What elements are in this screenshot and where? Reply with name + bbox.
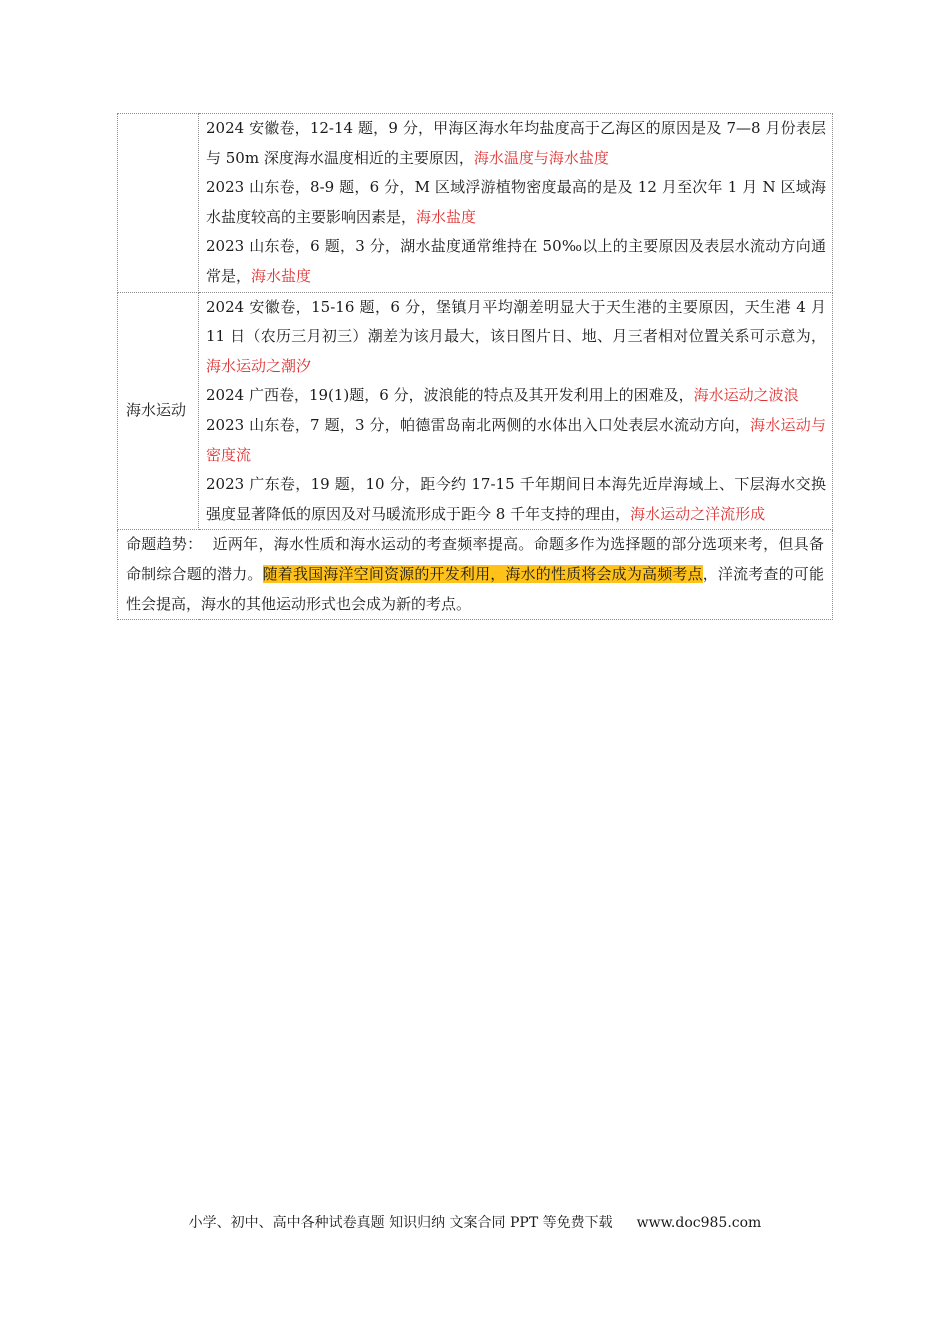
entry-tag: 海水温度与海水盐度	[473, 148, 609, 167]
trend-text: 近两年，海水性质和海水运动的考查频率提高。命题多作为选择题的部分选项来考，但具备命制综合题的潜力。	[126, 535, 824, 583]
exam-entry	[206, 381, 826, 411]
exam-entry	[206, 173, 826, 232]
exam-table	[117, 113, 833, 620]
trend-cell	[118, 530, 833, 620]
entry-text: 2023 山东卷，7 题，3 分，帕德雷岛南北两侧的水体出入口处表层水流动方向，	[206, 415, 751, 434]
entry-tag: 海水运动之洋流形成	[630, 504, 766, 523]
entry-text: 2023 广东卷，19 题，10 分，距今约 17-15 千年期间日本海先近岸海域上、下层海水交换强度显著降低的原因及对马暖流形成于距今 8 千年支持的理由，	[206, 475, 826, 523]
entry-tag: 海水盐度	[416, 207, 477, 226]
entry-text: 2024 安徽卷，12-14 题，9 分，甲海区海水年均盐度高于乙海区的原因是及 7—8 月份表层与 50m 深度海水温度相近的主要原因，	[206, 119, 826, 167]
entry-text: 2024 广西卷，19(1)题，6 分，波浪能的特点及其开发利用上的困难及，	[206, 386, 694, 405]
topic-cell	[118, 114, 199, 293]
entry-tag: 海水运动之潮汐	[206, 356, 312, 375]
content-cell	[199, 114, 833, 293]
exam-entry	[206, 114, 826, 173]
exam-entry	[206, 293, 826, 382]
trend-text-end: ，洋流考查的可能性会提高，海水的其他运动形式也会成为新的考点。	[126, 564, 824, 613]
exam-entry	[206, 470, 826, 529]
table-row	[118, 292, 833, 530]
trend-label: 命题趋势：	[126, 535, 203, 554]
trend-row	[118, 530, 833, 620]
exam-entry	[206, 232, 826, 291]
entry-text: 2023 山东卷，6 题，3 分，湖水盐度通常维持在 50‰以上的主要原因及表层水流动方向通常是，	[206, 237, 826, 285]
entry-tag: 海水运动与密度流	[206, 415, 826, 464]
topic-cell	[118, 292, 199, 530]
content-cell	[199, 292, 833, 530]
table-row	[118, 114, 833, 293]
topic-label: 海水运动	[126, 401, 187, 420]
page-footer	[0, 1212, 950, 1234]
exam-entry	[206, 411, 826, 470]
trend-highlight: 随着我国海洋空间资源的开发利用，海水的性质将会成为高频考点	[262, 564, 703, 583]
entry-text: 2023 山东卷，8-9 题，6 分，M 区域浮游植物密度最高的是及 12 月至次年 1 月 N 区域海水盐度较高的主要影响因素是，	[206, 178, 826, 226]
entry-tag: 海水盐度	[251, 266, 312, 285]
footer-text: 小学、初中、高中各种试卷真题 知识归纳 文案合同 PPT 等免费下载	[188, 1215, 613, 1231]
entry-text: 2024 安徽卷，15-16 题，6 分，堡镇月平均潮差明显大于天生港的主要原因，天生港 4 月 11 日（农历三月初三）潮差为该月最大，该日图片日、地、月三者相对位置关系可示意为，	[206, 297, 826, 346]
footer-url: www.doc985.com	[636, 1215, 762, 1231]
entry-tag: 海水运动之波浪	[693, 386, 799, 405]
